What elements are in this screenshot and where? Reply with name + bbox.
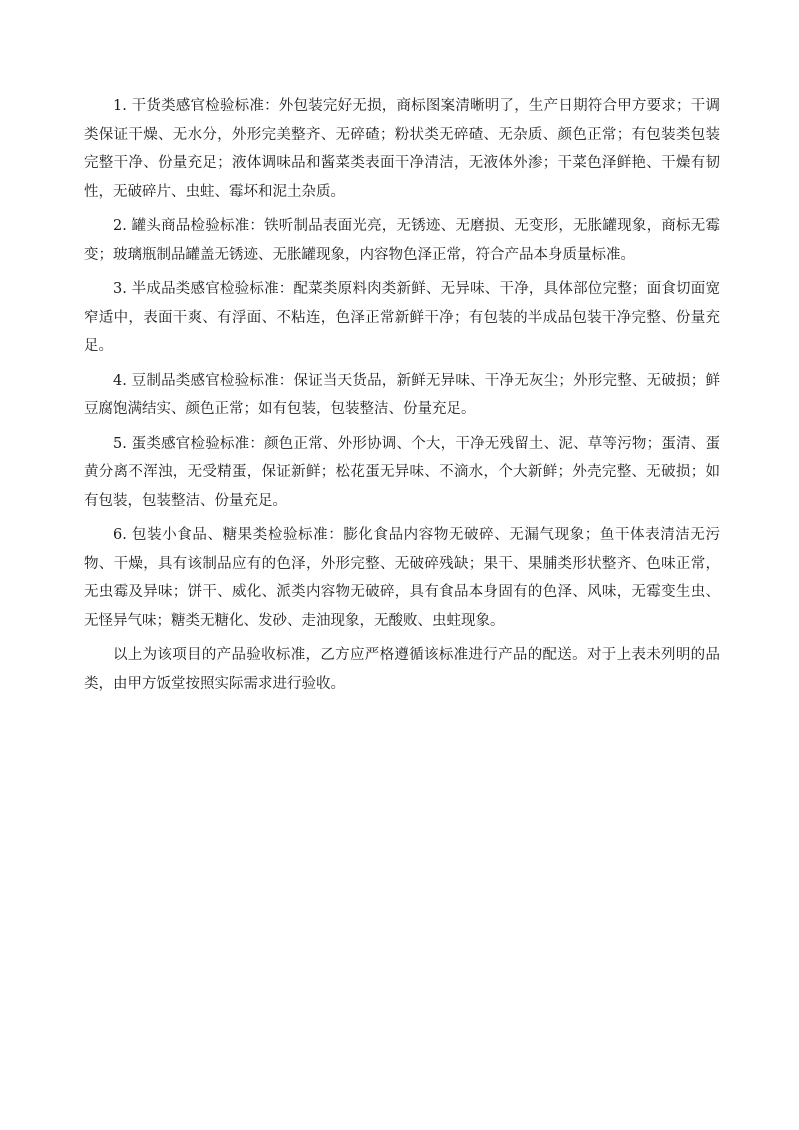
paragraph-closing-note: 以上为该项目的产品验收标准，乙方应严格遵循该标准进行产品的配送。对于上表未列明的品类，由甲方饭堂按照实际需求进行验收。	[84, 647, 720, 692]
paragraph-dry-goods: 1. 干货类感官检验标准：外包装完好无损，商标图案清晰明了，生产日期符合甲方要求；干调类保证干燥、无水分，外形完美整齐、无碎碴；粉状类无碎碴、无杂质、颜色正常；有包装类包装完整干净、份量充足；液体调味品和酱菜类表面干净清洁，无液体外渗；干菜色泽鲜艳、干燥有韧性，无破碎片、虫蛀、霉坏和泥土杂质。	[84, 98, 720, 200]
document-body	[84, 92, 720, 704]
paragraph-eggs: 5. 蛋类感官检验标准：颜色正常、外形协调、个大，干净无残留土、泥、草等污物；蛋清、蛋黄分离不浑浊，无受精蛋，保证新鲜；松花蛋无异味、不滴水，个大新鲜；外壳完整、无破损；如有包装，包装整洁、份量充足。	[84, 435, 720, 509]
paragraph-soy-products: 4. 豆制品类感官检验标准：保证当天货品，新鲜无异味、干净无灰尘；外形完整、无破损；鲜豆腐饱满结实、颜色正常；如有包装，包装整洁、份量充足。	[84, 372, 720, 417]
paragraph-semi-finished: 3. 半成品类感官检验标准：配菜类原料肉类新鲜、无异味、干净，具体部位完整；面食切面宽窄适中，表面干爽、有浮面、不粘连，色泽正常新鲜干净；有包装的半成品包装干净完整、份量充足。	[84, 281, 720, 354]
paragraph-canned-goods: 2. 罐头商品检验标准：铁听制品表面光亮，无锈迹、无磨损、无变形，无胀罐现象，商标无霉变；玻璃瓶制品罐盖无锈迹、无胀罐现象，内容物色泽正常，符合产品本身质量标准。	[84, 218, 720, 263]
paragraph-packaged-snacks: 6. 包装小食品、糖果类检验标准：膨化食品内容物无破碎、无漏气现象；鱼干体表清洁无污物、干燥，具有该制品应有的色泽，外形完整、无破碎残缺；果干、果脯类形状整齐、色味正常，无虫霉及异味；饼干、威化、派类内容物无破碎，具有食品本身固有的色泽、风味，无霉变生虫、无怪异气味；糖类无糖化、发砂、走油现象，无酸败、虫蛀现象。	[84, 527, 720, 629]
